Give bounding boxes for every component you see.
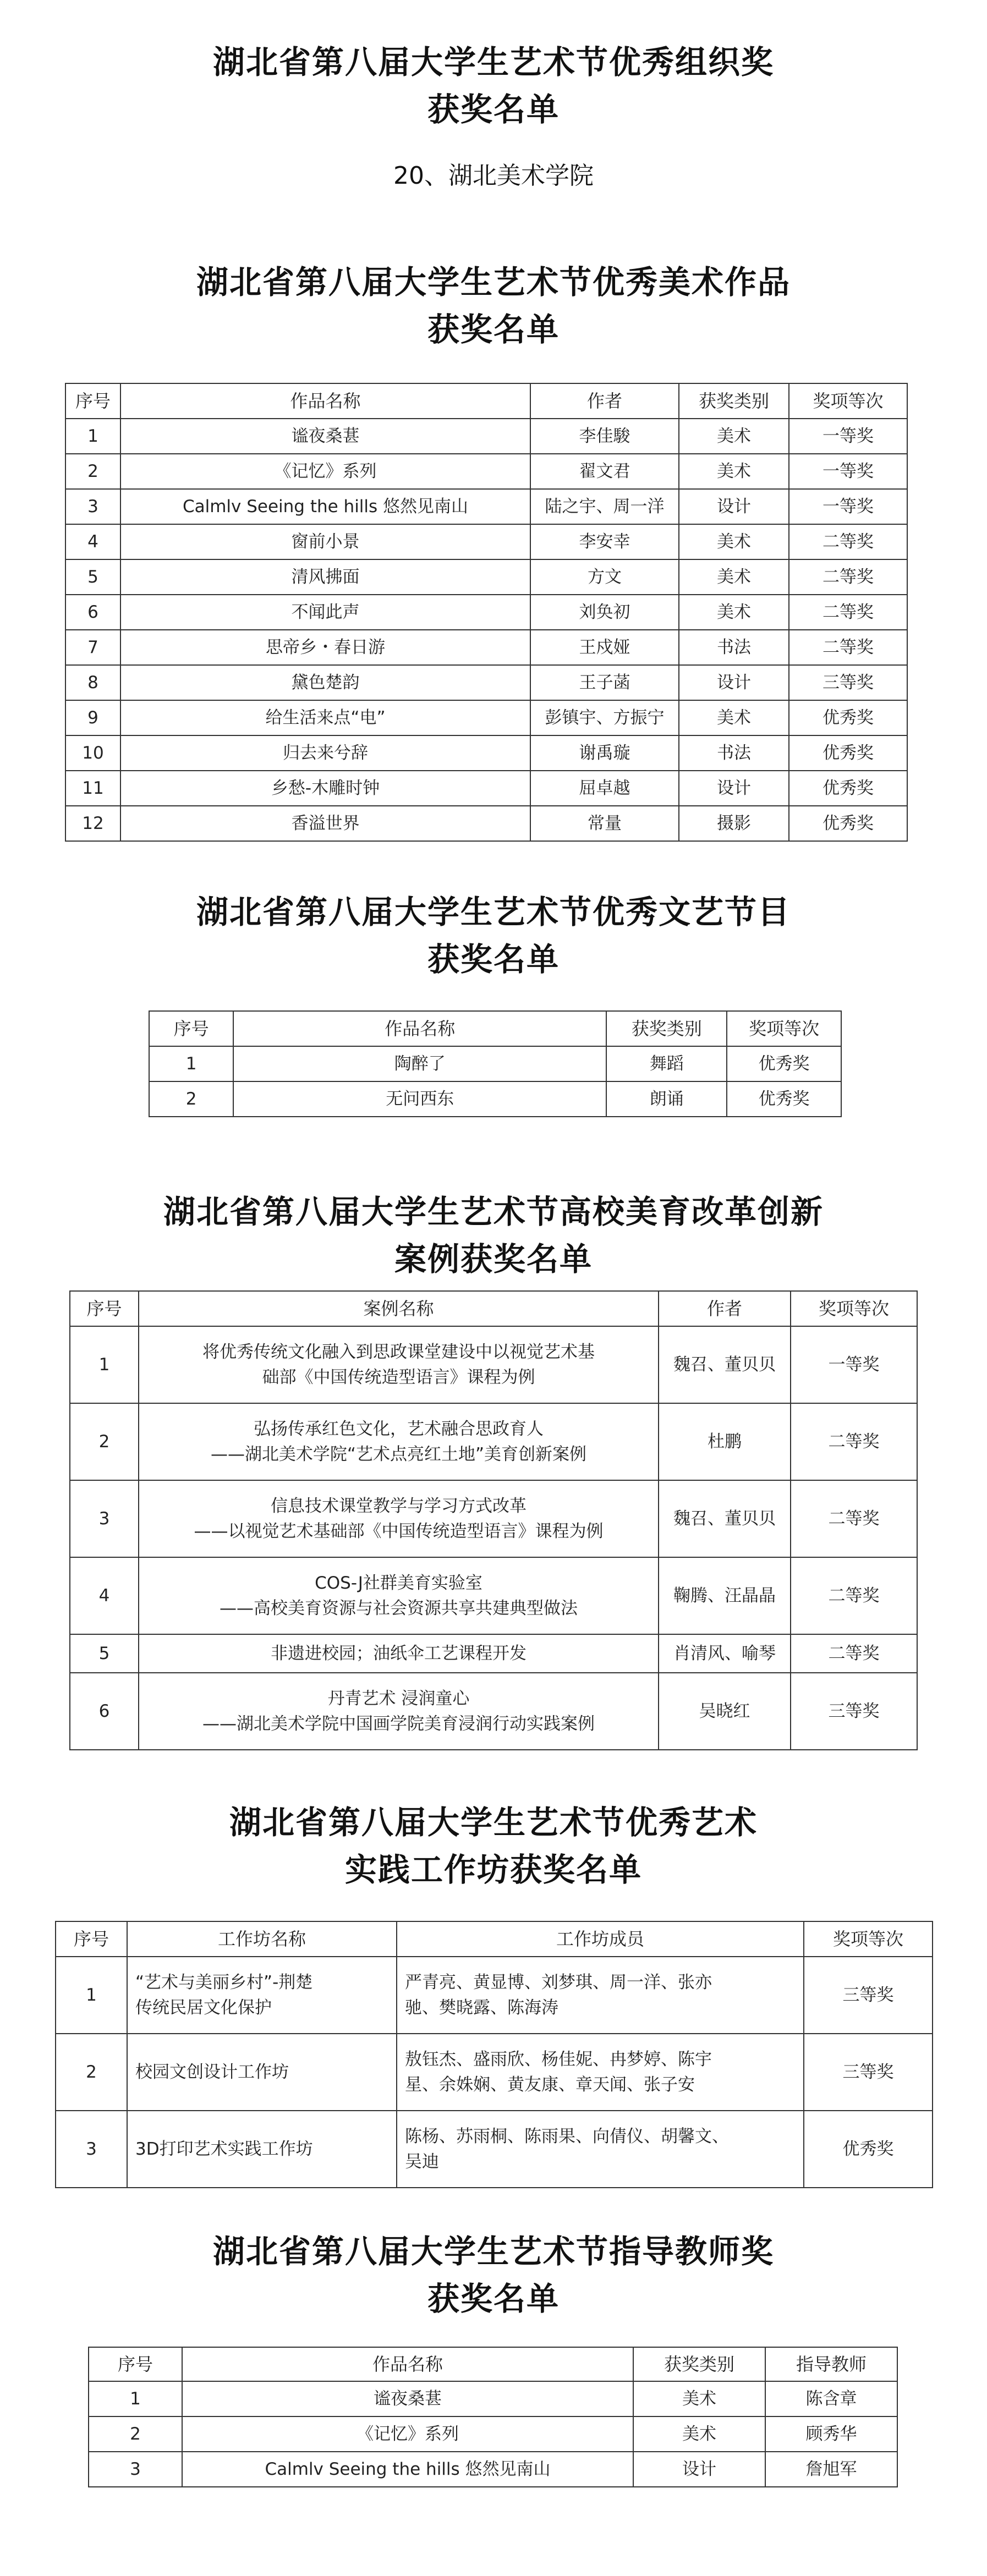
members-line: 驰、樊晓露、陈海涛 <box>405 1998 558 2018</box>
cell: 彭镇宇、方振宁 <box>530 700 679 735</box>
column-header: 作者 <box>659 1291 791 1326</box>
cell: 书法 <box>679 735 789 771</box>
cell: 2 <box>65 454 120 489</box>
cell: 一等奖 <box>789 419 907 454</box>
cell: 一等奖 <box>789 489 907 524</box>
cell: 7 <box>65 630 120 665</box>
cell: 美术 <box>679 595 789 630</box>
column-header: 序号 <box>65 383 120 419</box>
workshop-name-cell <box>127 2111 397 2188</box>
cell: 李安幸 <box>530 524 679 559</box>
cell: 2 <box>89 2416 182 2452</box>
cell: 屈卓越 <box>530 771 679 806</box>
cell: 1 <box>89 2381 182 2416</box>
cell: 11 <box>65 771 120 806</box>
section-organization-award <box>0 39 987 193</box>
cell: 谧夜桑葚 <box>182 2381 633 2416</box>
cell: 二等奖 <box>791 1480 917 1557</box>
cell: 1 <box>70 1326 139 1403</box>
cell: 3 <box>65 489 120 524</box>
cell: 王子菡 <box>530 665 679 700</box>
cell: 三等奖 <box>791 1673 917 1750</box>
table-header-row <box>56 1921 933 1957</box>
cell: 刘奂初 <box>530 595 679 630</box>
table-header-row <box>89 2347 897 2381</box>
column-header: 作品名称 <box>233 1011 606 1046</box>
cell: 归去来兮辞 <box>120 735 530 771</box>
cell: 2 <box>149 1081 233 1117</box>
cell: 优秀奖 <box>789 700 907 735</box>
case-name-line: COS-J社群美育实验室 <box>315 1573 482 1593</box>
case-name-line: ——湖北美术学院中国画学院美育浸润行动实践案例 <box>202 1714 595 1734</box>
table-row <box>56 2034 933 2111</box>
cell: 方文 <box>530 559 679 595</box>
cell: 美术 <box>679 454 789 489</box>
section-title: 湖北省第八届大学生艺术节优秀美术作品 <box>196 263 791 301</box>
table-row <box>65 524 907 559</box>
cell: 王戍娅 <box>530 630 679 665</box>
cell: 优秀奖 <box>789 735 907 771</box>
section-title-line2: 获奖名单 <box>427 941 560 978</box>
instructors-table <box>88 2347 898 2487</box>
section-title: 湖北省第八届大学生艺术节指导教师奖 <box>212 2233 774 2270</box>
column-header: 奖项等次 <box>804 1921 933 1957</box>
column-header: 获奖类别 <box>606 1011 727 1046</box>
table-row <box>65 735 907 771</box>
table-row <box>70 1403 917 1480</box>
cell: 4 <box>70 1557 139 1634</box>
art-works-table <box>65 383 908 842</box>
column-header: 作品名称 <box>182 2347 633 2381</box>
section-instructors <box>0 2228 987 2487</box>
case-name-line: 信息技术课堂教学与学习方式改革 <box>271 1496 527 1516</box>
cell: 一等奖 <box>791 1326 917 1403</box>
cell: 肖清风、喻琴 <box>659 1634 791 1673</box>
column-header: 获奖类别 <box>679 383 789 419</box>
table-row <box>70 1634 917 1673</box>
cell: 优秀奖 <box>789 806 907 841</box>
case-name-line: ——高校美育资源与社会资源共享共建典型做法 <box>220 1599 578 1618</box>
workshop-name-cell <box>127 2034 397 2111</box>
cell: 常量 <box>530 806 679 841</box>
cell: 二等奖 <box>791 1634 917 1673</box>
cell: 美术 <box>679 419 789 454</box>
organization-entry: 20、湖北美术学院 <box>393 162 594 190</box>
cell: 1 <box>149 1046 233 1081</box>
section-title-line2: 获奖名单 <box>427 91 560 128</box>
cell: 3 <box>56 2111 127 2188</box>
column-header: 序号 <box>70 1291 139 1326</box>
case-name-line: 将优秀传统文化融入到思政课堂建设中以视觉艺术基 <box>202 1342 595 1362</box>
cell: 陆之宇、周一洋 <box>530 489 679 524</box>
column-header: 工作坊成员 <box>397 1921 804 1957</box>
cell: 3 <box>70 1480 139 1557</box>
case-name-cell <box>139 1403 659 1480</box>
cell: 黛色楚韵 <box>120 665 530 700</box>
table-header-row <box>70 1291 917 1326</box>
cell: 1 <box>56 1957 127 2034</box>
column-header: 获奖类别 <box>633 2347 765 2381</box>
cell: Calmlv Seeing the hills 悠然见南山 <box>120 489 530 524</box>
cell: 6 <box>70 1673 139 1750</box>
cell: 优秀奖 <box>789 771 907 806</box>
cell: 杜鹏 <box>659 1403 791 1480</box>
column-header: 指导教师 <box>765 2347 897 2381</box>
cell: 美术 <box>679 559 789 595</box>
cell: 10 <box>65 735 120 771</box>
cell: 设计 <box>679 665 789 700</box>
table-row <box>89 2381 897 2416</box>
case-name-cell <box>139 1673 659 1750</box>
cell: 二等奖 <box>789 524 907 559</box>
workshop-name-line: 传统民居文化保护 <box>135 1998 272 2018</box>
section-title: 湖北省第八届大学生艺术节优秀艺术 <box>229 1804 758 1841</box>
cell: 魏召、董贝贝 <box>659 1480 791 1557</box>
members-line: 星、余姝娴、黄友康、章天闻、张子安 <box>405 2075 695 2095</box>
table-row <box>70 1326 917 1403</box>
section-title: 湖北省第八届大学生艺术节优秀文艺节目 <box>196 893 791 931</box>
case-name-cell <box>139 1480 659 1557</box>
workshop-name-line: 3D打印艺术实践工作坊 <box>135 2139 313 2159</box>
cell: 8 <box>65 665 120 700</box>
case-name-line: 非遗进校园；油纸伞工艺课程开发 <box>271 1644 527 1663</box>
cell: 12 <box>65 806 120 841</box>
members-cell <box>397 2034 804 2111</box>
cell: 无问西东 <box>233 1081 606 1117</box>
cell: 二等奖 <box>791 1557 917 1634</box>
table-row <box>70 1557 917 1634</box>
table-row <box>65 630 907 665</box>
members-line: 严青亮、黄显博、刘梦琪、周一洋、张亦 <box>405 1973 712 1992</box>
table-row <box>89 2416 897 2452</box>
section-performances <box>0 888 987 1117</box>
cell: 设计 <box>679 771 789 806</box>
cell: 香溢世界 <box>120 806 530 841</box>
workshop-name-line: “艺术与美丽乡村”-荆楚 <box>135 1973 313 1992</box>
cell: 陈含章 <box>765 2381 897 2416</box>
table-header-row <box>149 1011 841 1046</box>
cell: 二等奖 <box>789 595 907 630</box>
cell: 吴晓红 <box>659 1673 791 1750</box>
table-row <box>89 2452 897 2487</box>
column-header: 奖项等次 <box>789 383 907 419</box>
table-row <box>65 665 907 700</box>
table-row <box>56 1957 933 2034</box>
cell: 陶醉了 <box>233 1046 606 1081</box>
cell: 优秀奖 <box>727 1046 841 1081</box>
cell: 设计 <box>633 2452 765 2487</box>
cell: 二等奖 <box>791 1403 917 1480</box>
column-header: 奖项等次 <box>727 1011 841 1046</box>
cell: 三等奖 <box>804 1957 933 2034</box>
table-row <box>70 1480 917 1557</box>
cell: 6 <box>65 595 120 630</box>
section-art-works <box>0 259 987 842</box>
cell: 二等奖 <box>789 559 907 595</box>
table-row <box>65 454 907 489</box>
members-line: 吴迪 <box>405 2152 439 2172</box>
table-row <box>56 2111 933 2188</box>
reform-cases-table <box>69 1290 918 1750</box>
cell: 乡愁-木雕时钟 <box>120 771 530 806</box>
cell: 5 <box>65 559 120 595</box>
case-name-cell <box>139 1634 659 1673</box>
workshop-name-line: 校园文创设计工作坊 <box>135 2062 289 2082</box>
cell: 设计 <box>679 489 789 524</box>
cell: 翟文君 <box>530 454 679 489</box>
section-title-line2: 获奖名单 <box>427 2280 560 2317</box>
case-name-line: ——以视觉艺术基础部《中国传统造型语言》课程为例 <box>194 1522 604 1541</box>
column-header: 序号 <box>149 1011 233 1046</box>
cell: 摄影 <box>679 806 789 841</box>
workshop-name-cell <box>127 1957 397 2034</box>
cell: 思帝乡・春日游 <box>120 630 530 665</box>
cell: 美术 <box>679 524 789 559</box>
case-name-line: 础部《中国传统造型语言》课程为例 <box>262 1367 535 1387</box>
cell: 二等奖 <box>789 630 907 665</box>
column-header: 作者 <box>530 383 679 419</box>
column-header: 案例名称 <box>139 1291 659 1326</box>
cell: 谢禹璇 <box>530 735 679 771</box>
case-name-cell <box>139 1557 659 1634</box>
cell: 美术 <box>633 2381 765 2416</box>
cell: 5 <box>70 1634 139 1673</box>
members-line: 陈杨、苏雨桐、陈雨果、向倩仪、胡馨文、 <box>405 2127 729 2146</box>
cell: 詹旭军 <box>765 2452 897 2487</box>
table-row <box>65 806 907 841</box>
cell: Calmlv Seeing the hills 悠然见南山 <box>182 2452 633 2487</box>
table-row <box>65 771 907 806</box>
table-row <box>70 1673 917 1750</box>
cell: 顾秀华 <box>765 2416 897 2452</box>
members-cell <box>397 1957 804 2034</box>
cell: 4 <box>65 524 120 559</box>
cell: 一等奖 <box>789 454 907 489</box>
table-row <box>149 1081 841 1117</box>
cell: 美术 <box>679 700 789 735</box>
cell: 舞蹈 <box>606 1046 727 1081</box>
members-cell <box>397 2111 804 2188</box>
cell: 《记忆》系列 <box>120 454 530 489</box>
column-header: 序号 <box>89 2347 182 2381</box>
column-header: 奖项等次 <box>791 1291 917 1326</box>
cell: 鞠腾、汪晶晶 <box>659 1557 791 1634</box>
section-title-line2: 获奖名单 <box>427 311 560 348</box>
table-row <box>65 489 907 524</box>
cell: 美术 <box>633 2416 765 2452</box>
table-row <box>65 419 907 454</box>
cell: 李佳駿 <box>530 419 679 454</box>
table-row <box>149 1046 841 1081</box>
case-name-line: 弘扬传承红色文化，艺术融合思政育人 <box>254 1419 544 1439</box>
section-title-line2: 案例获奖名单 <box>394 1240 593 1278</box>
section-title: 湖北省第八届大学生艺术节优秀组织奖 <box>212 43 774 81</box>
column-header: 作品名称 <box>120 383 530 419</box>
cell: 优秀奖 <box>727 1081 841 1117</box>
section-workshops <box>0 1799 987 2188</box>
case-name-line: 丹青艺术 浸润童心 <box>327 1689 470 1709</box>
cell: 魏召、董贝贝 <box>659 1326 791 1403</box>
table-row <box>65 595 907 630</box>
cell: 三等奖 <box>789 665 907 700</box>
members-line: 敖钰杰、盛雨欣、杨佳妮、冉梦婷、陈宇 <box>405 2050 712 2069</box>
section-title-line2: 实践工作坊获奖名单 <box>344 1851 642 1888</box>
cell: 不闻此声 <box>120 595 530 630</box>
cell: 2 <box>56 2034 127 2111</box>
section-title: 湖北省第八届大学生艺术节高校美育改革创新 <box>163 1193 824 1231</box>
case-name-cell <box>139 1326 659 1403</box>
table-row <box>65 559 907 595</box>
table-header-row <box>65 383 907 419</box>
cell: 优秀奖 <box>804 2111 933 2188</box>
cell: 给生活来点“电” <box>120 700 530 735</box>
workshops-table <box>55 1921 933 2188</box>
column-header: 序号 <box>56 1921 127 1957</box>
cell: 书法 <box>679 630 789 665</box>
cell: 《记忆》系列 <box>182 2416 633 2452</box>
performances-table <box>149 1010 842 1117</box>
cell: 清风拂面 <box>120 559 530 595</box>
column-header: 工作坊名称 <box>127 1921 397 1957</box>
cell: 窗前小景 <box>120 524 530 559</box>
cell: 1 <box>65 419 120 454</box>
case-name-line: ——湖北美术学院“艺术点亮红土地”美育创新案例 <box>210 1444 587 1464</box>
cell: 三等奖 <box>804 2034 933 2111</box>
cell: 9 <box>65 700 120 735</box>
cell: 朗诵 <box>606 1081 727 1117</box>
cell: 3 <box>89 2452 182 2487</box>
cell: 谧夜桑葚 <box>120 419 530 454</box>
section-reform-cases <box>0 1188 987 1750</box>
table-row <box>65 700 907 735</box>
cell: 2 <box>70 1403 139 1480</box>
